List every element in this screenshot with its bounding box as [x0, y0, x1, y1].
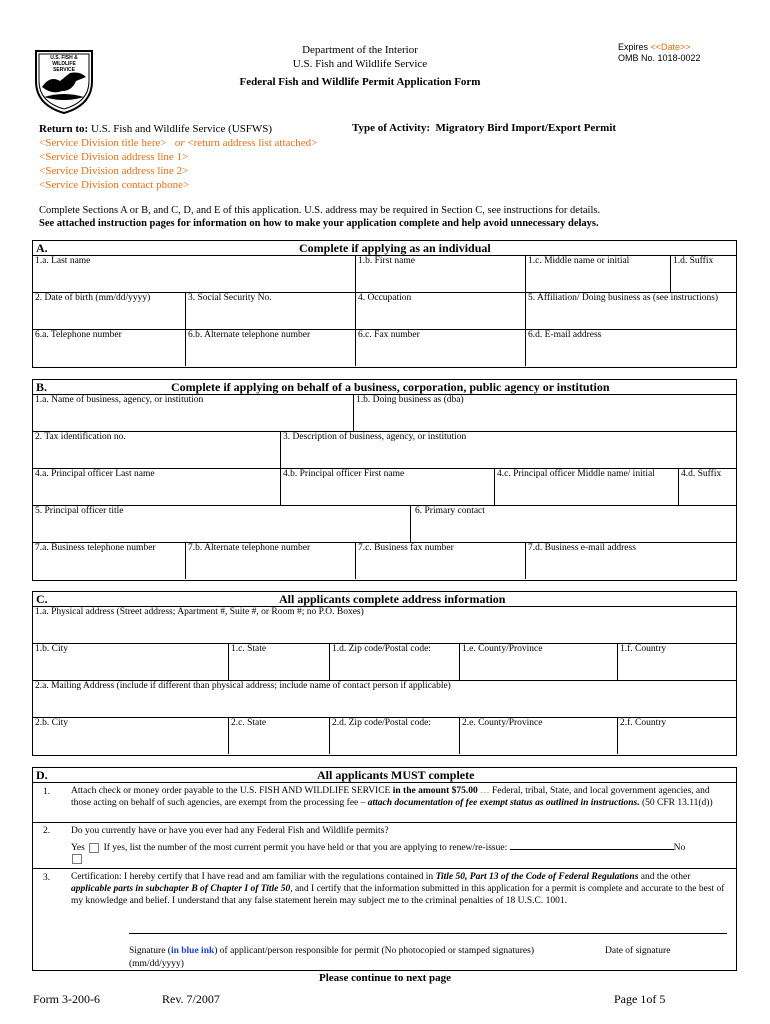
mailing-zip-field[interactable]: 2.d. Zip code/Postal code:: [329, 717, 459, 754]
mailing-state-field[interactable]: 2.c. State: [228, 717, 329, 754]
logo-text: U.S. FISH & WILDLIFE SERVICE: [50, 55, 78, 73]
instructions-line-2: See attached instruction pages for information on how to make your application complete and help avoid unnecessary delays.: [39, 218, 599, 229]
item-3-number: 3.: [43, 873, 51, 883]
telephone-field[interactable]: 6.a. Telephone number: [35, 330, 122, 340]
form-number: Form 3-200-6: [33, 992, 100, 1006]
physical-address-field[interactable]: 1.a. Physical address (Street address; Apartment #, Suite #, or Room #; no P.O. Boxes): [35, 607, 364, 617]
business-fax-field[interactable]: 7.c. Business fax number: [355, 542, 525, 579]
date-of-birth-field[interactable]: 2. Date of birth (mm/dd/yyyy): [35, 293, 151, 303]
section-d-header: D. All applicants MUST complete: [33, 768, 736, 783]
activity-value: Migratory Bird Import/Export Permit: [435, 122, 617, 134]
arrow-icon: …: [480, 786, 490, 796]
zip-field[interactable]: 1.d. Zip code/Postal code:: [329, 643, 459, 680]
middle-name-field[interactable]: 1.c. Middle name or initial: [525, 255, 670, 292]
suffix-field[interactable]: 1.d. Suffix: [670, 255, 736, 292]
yes-checkbox[interactable]: [89, 843, 99, 853]
usfws-logo: [30, 47, 98, 115]
permit-number-line[interactable]: [510, 840, 674, 850]
section-d: [32, 767, 737, 971]
omb-number: OMB No. 1018-0022: [618, 53, 701, 63]
expires-date: <<Date>>: [650, 42, 691, 52]
tax-id-field[interactable]: 2. Tax identification no.: [35, 432, 126, 442]
section-a: [32, 240, 737, 368]
mailing-address-field[interactable]: 2.a. Mailing Address (include if different than physical address; include name of contact person if applicable): [35, 681, 451, 691]
officer-suffix-field[interactable]: 4.d. Suffix: [678, 468, 736, 505]
type-of-activity: Type of Activity: Migratory Bird Import/Export Permit: [352, 122, 617, 134]
instructions-line-1: Complete Sections A or B, and C, D, and E of this application. U.S. address may be required in Section C, see instructions for details.: [39, 205, 601, 216]
expires-line: Expires <<Date>>: [618, 42, 691, 52]
primary-contact-field[interactable]: 6. Primary contact: [410, 505, 736, 542]
business-description-field[interactable]: 3. Description of business, agency, or institution: [280, 431, 736, 468]
service-address-line-2: <Service Division address line 2>: [39, 165, 189, 177]
first-name-field[interactable]: 1.b. First name: [355, 255, 525, 292]
return-to-line: Return to: U.S. Fish and Wildlife Service (USFWS): [39, 123, 273, 135]
item-2-answer: Yes If yes, list the number of the most current permit you have held or that you are applying to renew/re-issue: No: [71, 840, 721, 854]
item-1-number: 1.: [43, 787, 51, 797]
item-2-number: 2.: [43, 826, 51, 836]
country-field[interactable]: 1.f. Country: [617, 643, 736, 680]
section-b: [32, 379, 737, 581]
service-division-title: <Service Division title here> or <return address list attached>: [39, 137, 318, 149]
business-name-field[interactable]: 1.a. Name of business, agency, or institution: [35, 395, 204, 405]
agency-name: U.S. Fish and Wildlife Service: [292, 58, 428, 70]
department-name: Department of the Interior: [302, 44, 418, 56]
mailing-city-field[interactable]: 2.b. City: [35, 718, 68, 728]
signature-label: Signature (in blue ink) of applicant/person responsible for permit (No photocopied or stamped signatures): [129, 946, 535, 956]
mailing-country-field[interactable]: 2.f. Country: [617, 717, 736, 754]
item-2-question: Do you currently have or have you ever had any Federal Fish and Wildlife permits?: [71, 826, 389, 836]
form-title: Federal Fish and Wildlife Permit Application Form: [239, 76, 481, 88]
section-a-header: A. Complete if applying as an individual: [33, 241, 736, 256]
business-email-field[interactable]: 7.d. Business e-mail address: [525, 542, 736, 579]
alt-telephone-field[interactable]: 6.b. Alternate telephone number: [185, 329, 355, 366]
city-field[interactable]: 1.b. City: [35, 644, 68, 654]
section-b-header: B. Complete if applying on behalf of a business, corporation, public agency or institution: [33, 380, 736, 395]
state-field[interactable]: 1.c. State: [228, 643, 329, 680]
officer-title-field[interactable]: 5. Principal officer title: [35, 506, 124, 516]
officer-middle-name-field[interactable]: 4.c. Principal officer Middle name/ initial: [494, 468, 678, 505]
business-telephone-field[interactable]: 7.a. Business telephone number: [35, 543, 156, 553]
no-checkbox[interactable]: [72, 854, 82, 864]
dba-field[interactable]: 1.b. Doing business as (dba): [353, 394, 736, 431]
fax-field[interactable]: 6.c. Fax number: [355, 329, 525, 366]
email-field[interactable]: 6.d. E-mail address: [525, 329, 736, 366]
occupation-field[interactable]: 4. Occupation: [355, 292, 525, 329]
county-field[interactable]: 1.e. County/Province: [459, 643, 617, 680]
continue-note: Please continue to next page: [319, 972, 451, 984]
section-c: [32, 591, 737, 756]
date-format: (mm/dd/yyyy): [129, 959, 184, 969]
revision: Rev. 7/2007: [162, 992, 220, 1006]
certification-text: Certification: I hereby certify that I have read and am familiar with the regulations contained in Title 50, Part 13 of the Code of Federal Regulations and the other applicable parts in subchapter B of Chapter I of Title 50, and I certify that the information submitted in this application for a permit is complete and accurate to the best of my knowledge and belief. I understand that any false statement herein may subject me to the criminal penalties of 18 U.S.C. 1001.: [71, 872, 725, 906]
item-1-text: Attach check or money order payable to the U.S. FISH AND WILDLIFE SERVICE in the amount $75.00 … Federal, tribal, State, and local government agencies, and those acting on behalf of such agencies, are exempt from the processing fee – attach documentation of fee exempt status as outlined in instructions. (50 CFR 13.11(d)): [71, 786, 713, 808]
section-c-title: All applicants complete address information: [279, 592, 506, 606]
section-d-title: All applicants MUST complete: [317, 768, 475, 782]
affiliation-field[interactable]: 5. Affiliation/ Doing business as (see instructions): [525, 292, 736, 329]
section-a-title: Complete if applying as an individual: [299, 241, 491, 255]
officer-first-name-field[interactable]: 4.b. Principal officer First name: [280, 468, 494, 505]
page-number: Page 1of 5: [614, 992, 666, 1006]
service-address-line-1: <Service Division address line 1>: [39, 151, 189, 163]
service-contact-phone: <Service Division contact phone>: [39, 179, 190, 191]
ssn-field[interactable]: 3. Social Security No.: [185, 292, 355, 329]
last-name-field[interactable]: 1.a. Last name: [35, 256, 91, 266]
business-alt-telephone-field[interactable]: 7.b. Alternate telephone number: [185, 542, 355, 579]
date-of-signature-label: Date of signature: [605, 946, 671, 956]
section-c-header: C. All applicants complete address information: [33, 592, 736, 607]
officer-last-name-field[interactable]: 4.a. Principal officer Last name: [35, 469, 155, 479]
section-b-title: Complete if applying on behalf of a business, corporation, public agency or institution: [171, 380, 610, 394]
mailing-county-field[interactable]: 2.e. County/Province: [459, 717, 617, 754]
